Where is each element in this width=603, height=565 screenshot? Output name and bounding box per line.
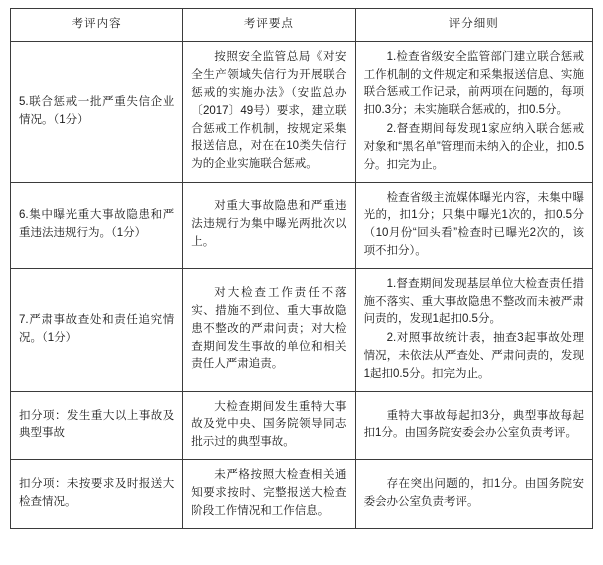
table-header (11, 9, 593, 42)
cell-content (11, 41, 183, 182)
cell-paragraph: 重特大事故每起扣3分，典型事故每起扣1分。由国务院安委会办公室负责考评。 (363, 409, 584, 440)
cell-paragraph: 7.严肃事故查处和责任追究情况。（1分） (19, 313, 175, 344)
cell-content (11, 182, 183, 268)
cell-content (11, 268, 183, 391)
cell-points (183, 268, 355, 391)
cell-paragraph: 6.集中曝光重大事故隐患和严重违法违规行为。（1分） (19, 209, 175, 240)
cell-paragraph: 2.对照事故统计表，抽查3起事故处理情况，未依法从严查处、严肃问责的，发现1起扣0.5分。扣完为止。 (363, 332, 584, 380)
cell-rules (355, 268, 592, 391)
cell-paragraph: 5.联合惩戒一批严重失信企业情况。（1分） (19, 95, 175, 126)
cell-paragraph: 存在突出问题的，扣1分。由国务院安委会办公室负责考评。 (363, 477, 584, 508)
table-header-row (11, 9, 593, 42)
cell-paragraph: 2.督查期间每发现1家应纳入联合惩戒对象和“黑名单”管理而未纳入的企业，扣0.5分。扣完为止。 (363, 123, 584, 171)
table-row (11, 182, 593, 268)
cell-points (183, 41, 355, 182)
cell-paragraph: 对大检查工作责任不落实、措施不到位、重大事故隐患不整改的严肃问责；对大检查期间发生事故的单位和相关责任人严肃追责。 (191, 287, 347, 371)
cell-points (183, 460, 355, 528)
cell-content (11, 391, 183, 459)
cell-paragraph: 按照安全监管总局《对安全生产领域失信行为开展联合惩戒的实施办法》（安监总办〔2017〕49号）要求，建立联合惩戒工作机制，按规定采集报送信息，对在在10类失信行为的企业实施联合惩戒。 (191, 51, 347, 171)
cell-rules (355, 460, 592, 528)
cell-paragraph: 1.督查期间发现基层单位大检查责任措施不落实、重大事故隐患不整改而未被严肃问责的，发现1起扣0.5分。 (363, 277, 584, 326)
cell-rules (355, 391, 592, 459)
assessment-table (10, 8, 593, 529)
table-row (11, 391, 593, 459)
cell-points (183, 391, 355, 459)
cell-paragraph: 未严格按照大检查相关通知要求按时、完整报送大检查阶段工作情况和工作信息。 (191, 469, 347, 517)
column-header-content: 考评内容 (11, 9, 183, 42)
cell-paragraph: 扣分项：未按要求及时报送大检查情况。 (19, 477, 175, 508)
cell-paragraph: 检查省级主流媒体曝光内容，未集中曝光的，扣1分；只集中曝光1次的，扣0.5分（10月份“回头看”检查时已曝光2次的，该项不扣分）。 (363, 191, 584, 257)
cell-paragraph: 扣分项：发生重大以上事故及典型事故 (19, 409, 175, 440)
table-row (11, 268, 593, 391)
cell-rules (355, 41, 592, 182)
cell-paragraph: 1.检查省级安全监管部门建立联合惩戒工作机制的文件规定和采集报送信息、实施联合惩戒工作记录，前两项在问题的，每项扣0.3分；未实施联合惩戒的，扣0.5分。 (363, 50, 584, 117)
cell-paragraph: 对重大事故隐患和严重违法违规行为集中曝光两批次以上。 (191, 200, 347, 249)
cell-content (11, 460, 183, 528)
cell-paragraph: 大检查期间发生重特大事故及党中央、国务院领导同志批示过的典型事故。 (191, 400, 347, 449)
table-row (11, 460, 593, 528)
cell-points (183, 182, 355, 268)
column-header-points: 考评要点 (183, 9, 355, 42)
cell-rules (355, 182, 592, 268)
column-header-rules: 评分细则 (355, 9, 592, 42)
table-body (11, 41, 593, 528)
table-row (11, 41, 593, 182)
